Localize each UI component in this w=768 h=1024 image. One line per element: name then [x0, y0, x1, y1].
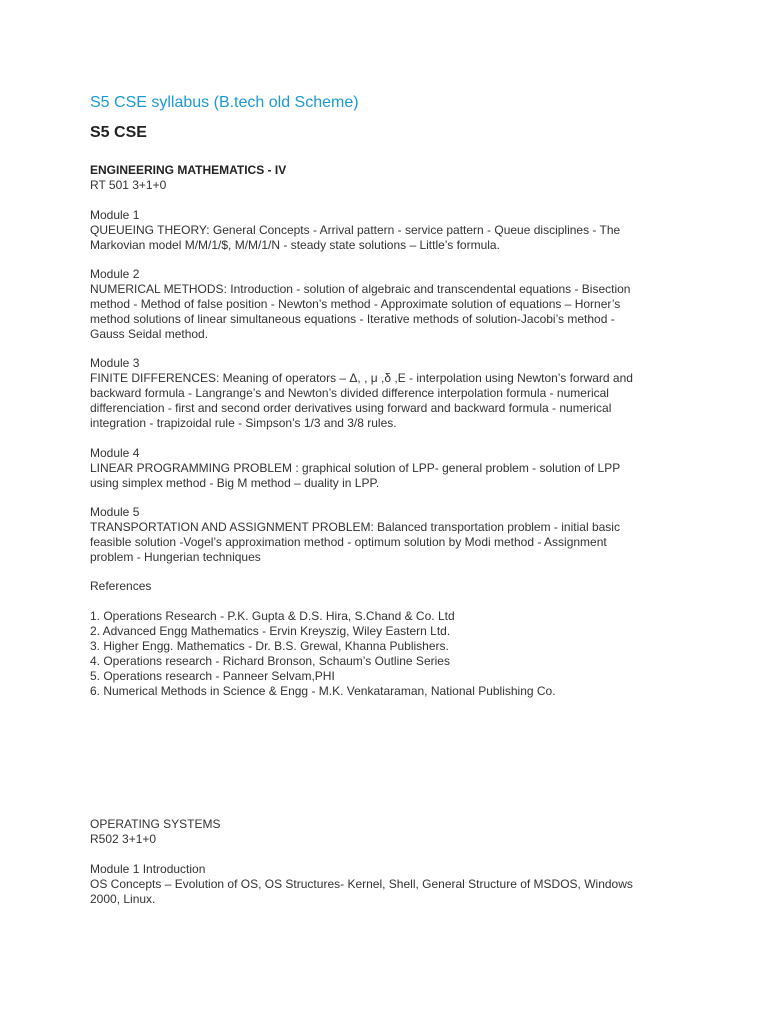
module-line: Markovian model M/M/1/$, M/M/1/N - steady state solutions – Little’s formula.: [90, 238, 500, 252]
module-line: TRANSPORTATION AND ASSIGNMENT PROBLEM: Balanced transportation problem - initial basic: [90, 520, 620, 534]
references-heading: References: [90, 579, 152, 593]
module-line: integration - trapizoidal rule - Simpson’s 1/3 and 3/8 rules.: [90, 416, 397, 430]
module-line: backward formula - Langrange’s and Newton’s divided difference interpolation formula - numerical: [90, 386, 609, 400]
module-line: using simplex method - Big M method – duality in LPP.: [90, 476, 380, 490]
course1-module-5: [90, 505, 620, 565]
module-line: LINEAR PROGRAMMING PROBLEM : graphical solution of LPP- general problem - solution of LPP: [90, 461, 621, 475]
module-heading: Module 5: [90, 505, 140, 519]
module-heading: Module 1 Introduction: [90, 862, 206, 876]
reference-item: 3. Higher Engg. Mathematics - Dr. B.S. Grewal, Khanna Publishers.: [90, 639, 449, 653]
reference-item: 2. Advanced Engg Mathematics - Ervin Kreyszig, Wiley Eastern Ltd.: [90, 624, 451, 638]
reference-item: 4. Operations research - Richard Bronson, Schaum’s Outline Series: [90, 654, 450, 668]
course2-module-1: [90, 862, 633, 907]
module-line: Gauss Seidal method.: [90, 327, 209, 341]
module-heading: Module 1: [90, 208, 140, 222]
module-line: NUMERICAL METHODS: Introduction - solution of algebraic and transcendental equations - Bisection: [90, 282, 631, 296]
module-heading: Module 3: [90, 356, 140, 370]
course1-references-list: [90, 609, 556, 699]
module-line: QUEUEING THEORY: General Concepts - Arrival pattern - service pattern - Queue disciplines - The: [90, 223, 621, 237]
reference-item: 6. Numerical Methods in Science & Engg - M.K. Venkataraman, National Publishing Co.: [90, 684, 556, 698]
module-line: problem - Hungerian techniques: [90, 550, 261, 564]
module-heading: Module 4: [90, 446, 140, 460]
course2-code: R502 3+1+0: [90, 832, 157, 846]
module-line: feasible solution -Vogel’s approximation method - optimum solution by Modi method - Assignment: [90, 535, 607, 549]
course1-module-3: [90, 356, 633, 431]
module-line: differenciation - first and second order derivatives using forward and backward formula - numerical: [90, 401, 612, 415]
course1-module-4: [90, 446, 620, 491]
module-heading: Module 2: [90, 267, 140, 281]
document-page: [90, 92, 690, 906]
module-line: 2000, Linux.: [90, 892, 156, 906]
module-line: OS Concepts – Evolution of OS, OS Structures- Kernel, Shell, General Structure of MSDOS, Windows: [90, 877, 633, 891]
module-line: method solutions of linear simultaneous equations - Iterative methods of solution-Jacobi’s method -: [90, 312, 615, 326]
course1-module-2: [90, 267, 630, 342]
module-line: FINITE DIFFERENCES: Meaning of operators – Δ, , μ ,δ ,E - interpolation using Newton’s forward and: [90, 371, 633, 385]
course1-references-heading: [90, 579, 151, 594]
document-title: S5 CSE syllabus (B.tech old Scheme): [90, 94, 359, 111]
course2-name: OPERATING SYSTEMS: [90, 817, 221, 831]
document-subtitle: S5 CSE: [90, 124, 147, 141]
course1-name: ENGINEERING MATHEMATICS - IV: [90, 163, 287, 177]
course1-header: [90, 163, 286, 193]
module-line: method - Method of false position - Newton’s method - Approximate solution of equations – Horner’s: [90, 297, 621, 311]
course1-module-1: [90, 208, 620, 253]
reference-item: 1. Operations Research - P.K. Gupta & D.S. Hira, S.Chand & Co. Ltd: [90, 609, 455, 623]
course2-header: [90, 817, 220, 847]
course1-code: RT 501 3+1+0: [90, 178, 167, 192]
reference-item: 5. Operations research - Panneer Selvam,PHI: [90, 669, 335, 683]
